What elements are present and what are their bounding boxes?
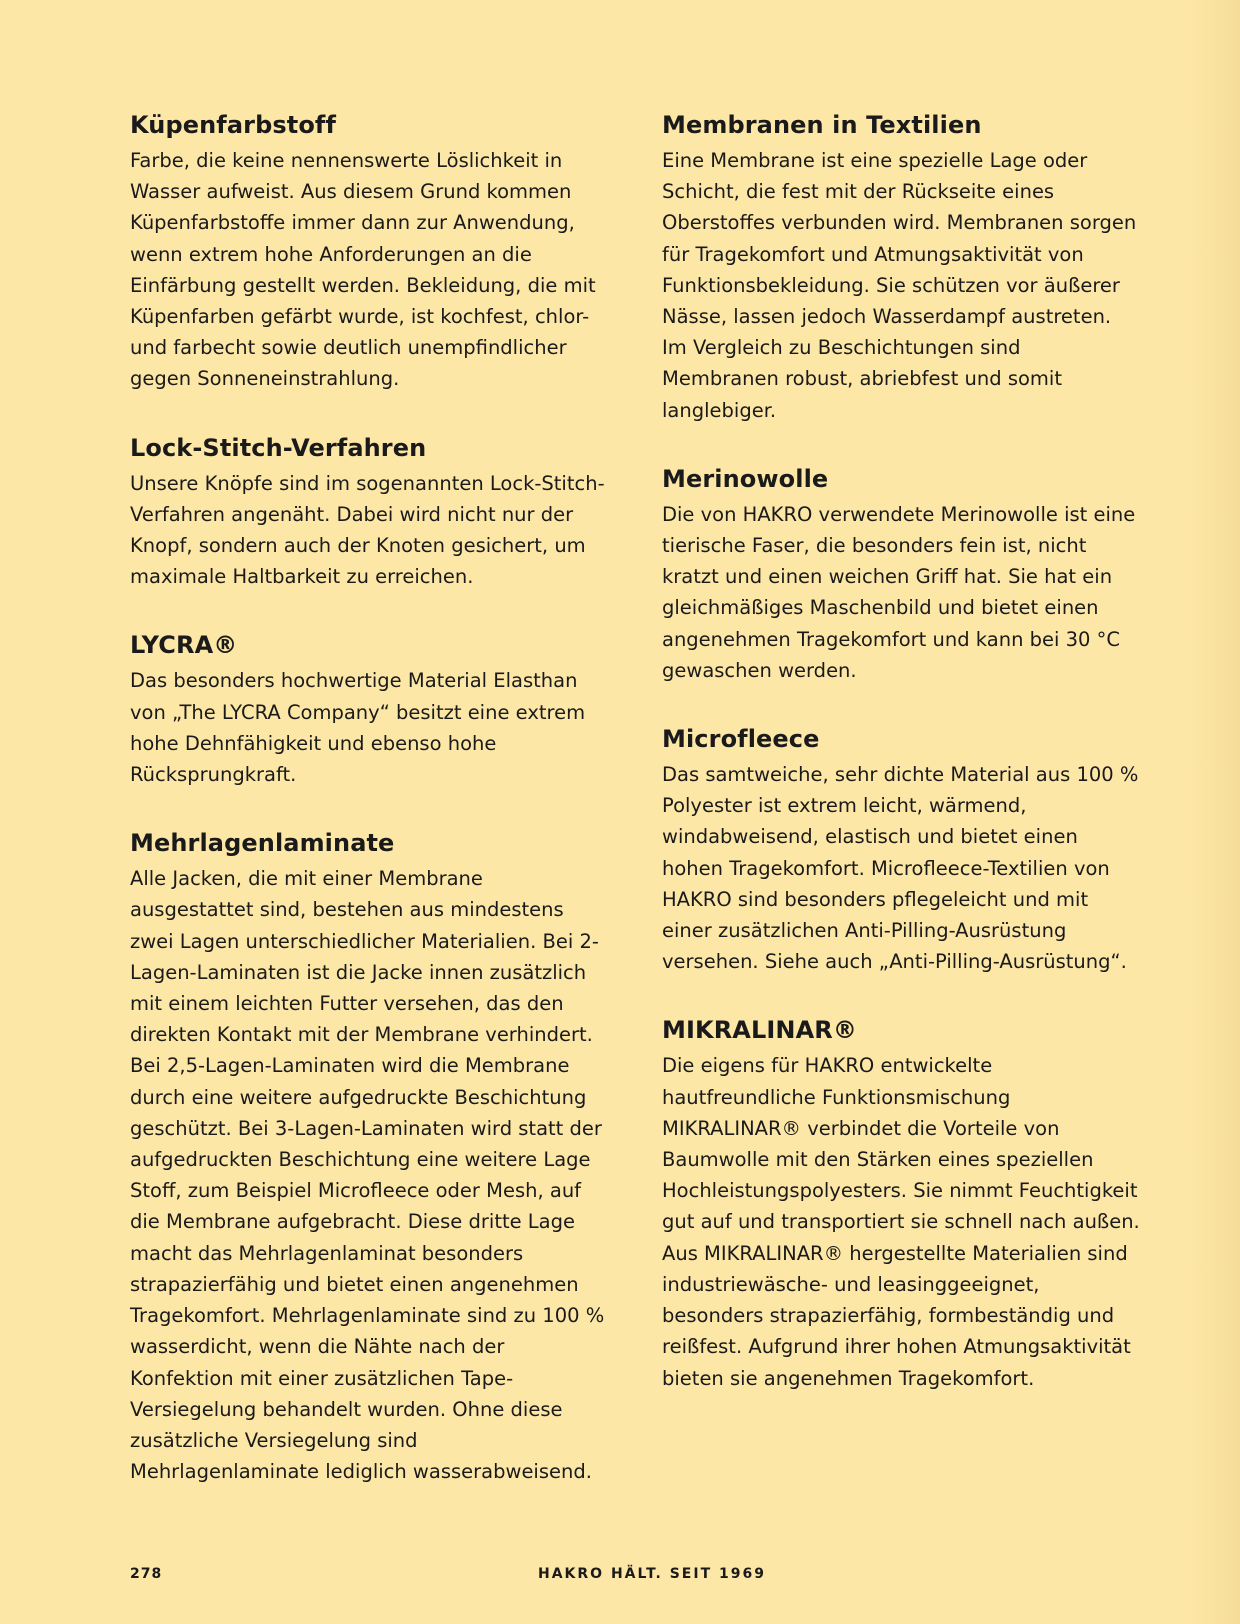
entry-text: Eine Membrane ist eine spezielle Lage oder Schicht, die fest mit der Rückseite eines Oberstoffes verbunden wird. Membranen sorgen für Tragekomfort und Atmungsaktivität von Funktionsbekleidung. Sie schützen vor äußerer Nässe, lassen jedoch Wasserdampf austreten. Im Vergleich zu Beschichtungen sind Membranen robust, abriebfest und somit langlebiger. <box>662 149 1137 422</box>
entry-title: Membranen in Textilien <box>662 111 982 139</box>
entry-title: Microfleece <box>662 725 820 754</box>
glossary-entry-merinowolle <box>662 464 1142 686</box>
entry-text: Farbe, die keine nennenswerte Löslichkeit in Wasser aufweist. Aus diesem Grund kommen Küpenfarbstoffe immer dann zur Anwendung, wenn extrem hohe Anforderungen an die Einfärbung gestellt werden. Bekleidung, die mit Küpenfarben gefärbt wurde, ist kochfest, chlor- und farbecht sowie deutlich unempfindlicher gegen Sonneneinstrahlung. <box>130 149 596 391</box>
entry-text: Die eigens für HAKRO entwickelte hautfreundliche Funktionsmischung MIKRALINAR® verbindet die Vorteile von Baumwolle mit den Stärken eines speziellen Hochleistungspolyesters. Sie nimmt Feuchtigkeit gut auf und transportiert sie schnell nach außen. Aus MIKRALINAR® hergestellte Materialien sind industriewäsche- und leasinggeeignet, besonders strapazierfähig, formbeständig und reißfest. Aufgrund ihrer hohen Atmungsaktivität bieten sie angenehmen Tragekomfort. <box>662 1054 1140 1390</box>
entry-title: Küpenfarbstoff <box>130 111 336 139</box>
entry-text: Das besonders hochwertige Material Elasthan von „The LYCRA Company“ besitzt eine extrem hohe Dehnfähigkeit und ebenso hohe Rücksprungkraft. <box>130 669 586 787</box>
glossary-entry-mehrlagenlaminate <box>130 828 610 1487</box>
glossary-entry-microfleece <box>662 724 1142 977</box>
entry-text: Unsere Knöpfe sind im sogenannten Lock-Stitch-Verfahren angenäht. Dabei wird nicht nur der Knopf, sondern auch der Knoten gesichert, um maximale Haltbarkeit zu erreichen. <box>130 471 605 589</box>
glossary-column-left <box>130 110 610 1525</box>
glossary-entry-kuepenfarbstoff <box>130 110 610 395</box>
page-edge-shadow <box>1190 0 1240 1624</box>
footer-tagline: HAKRO HÄLT. SEIT 1969 <box>538 1566 766 1582</box>
entry-text: Alle Jacken, die mit einer Membrane ausgestattet sind, bestehen aus mindestens zwei Lagen unterschiedlicher Materialien. Bei 2-Lagen-Laminaten ist die Jacke innen zusätzlich mit einem leichten Futter versehen, das den direkten Kontakt mit der Membrane verhindert. Bei 2,5-Lagen-Laminaten wird die Membrane durch eine weitere aufgedruckte Beschichtung geschützt. Bei 3-Lagen-Laminaten wird statt der aufgedruckten Beschichtung eine weitere Lage Stoff, zum Beispiel Microfleece oder Mesh, auf die Membrane aufgebracht. Diese dritte Lage macht das Mehrlagenlaminat besonders strapazierfähig und bietet einen angenehmen Tragekomfort. Mehrlagenlaminate sind zu 100 % wasserdicht, wenn die Nähte nach der Konfektion mit einer zusätzlichen Tape-Versiegelung behandelt wurden. Ohne diese zusätzliche Versiegelung sind Mehrlagenlaminate lediglich wasserabweisend. <box>130 867 605 1484</box>
entry-title: Mehrlagenlaminate <box>130 829 395 858</box>
glossary-entry-mikralinar <box>662 1015 1142 1393</box>
page-footer <box>130 1566 1110 1590</box>
glossary-entry-lock-stitch <box>130 433 610 593</box>
entry-title: LYCRA® <box>130 631 238 660</box>
entry-title: Merinowolle <box>662 464 829 493</box>
page-number: 278 <box>130 1566 163 1582</box>
glossary-entry-lycra <box>130 630 610 790</box>
entry-text: Die von HAKRO verwendete Merinowolle ist eine tierische Faser, die besonders fein ist, nicht kratzt und einen weichen Griff hat. Sie hat ein gleichmäßiges Maschenbild und bietet einen angenehmen Tragekomfort und kann bei 30 °C gewaschen werden. <box>662 502 1136 682</box>
glossary-entry-membranen <box>662 110 1142 426</box>
glossary-column-right <box>662 110 1142 1432</box>
entry-title: MIKRALINAR® <box>662 1016 857 1045</box>
entry-text: Das samtweiche, sehr dichte Material aus 100 % Polyester ist extrem leicht, wärmend, windabweisend, elastisch und bietet einen hohen Tragekomfort. Microfleece-Textilien von HAKRO sind besonders pflegeleicht und mit einer zusätzlichen Anti-Pilling-Ausrüstung versehen. Siehe auch „Anti-Pilling-Ausrüstung“. <box>662 763 1139 974</box>
entry-title: Lock-Stitch-Verfahren <box>130 433 427 462</box>
